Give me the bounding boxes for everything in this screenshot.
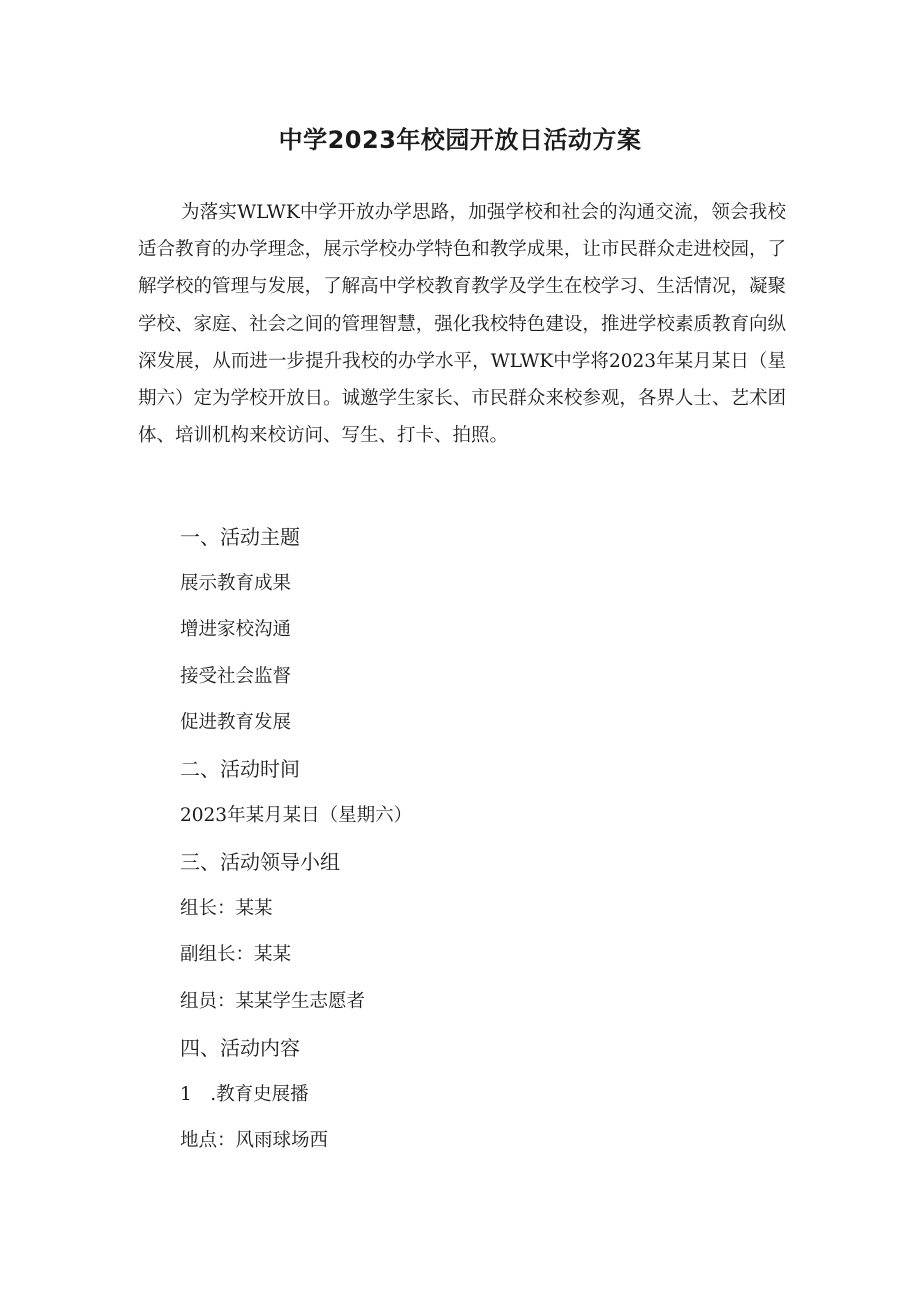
section-heading-time: 二、活动时间 (180, 757, 300, 781)
intro-paragraph: 为落实WLWK中学开放办学思路，加强学校和社会的沟通交流，领会我校适合教育的办学理念，展示学校办学特色和教学成果，让市民群众走进校园，了解学校的管理与发展，了解高中学校教育教学及学生在校学习、生活情况，凝聚学校、家庭、社会之间的管理智慧，强化我校特色建设，推进学校素质教育向纵深发展，从而进一步提升我校的办学水平，WLWK中学将2023年某月某日（星期六）定为学校开放日。诚邀学生家长、市民群众来校参观，各界人士、艺术团体、培训机构来校访问、写生、打卡、拍照。 (138, 202, 786, 447)
section-heading-content: 四、活动内容 (180, 1036, 300, 1060)
activity-time: 2023年某月某日（星期六） (180, 805, 413, 826)
section-heading-leadership: 三、活动领导小组 (180, 850, 340, 874)
document-title: 中学2023年校园开放日活动方案 (278, 126, 642, 154)
group-members: 组员：某某学生志愿者 (180, 991, 366, 1012)
section-heading-theme: 一、活动主题 (180, 525, 300, 549)
content-item-1-location: 地点：风雨球场西 (180, 1130, 329, 1151)
theme-item-2: 增进家校沟通 (180, 619, 292, 640)
theme-item-4: 促进教育发展 (180, 712, 292, 733)
vice-group-leader: 副组长：某某 (180, 944, 292, 965)
group-leader: 组长：某某 (180, 898, 273, 919)
theme-item-1: 展示教育成果 (180, 573, 292, 594)
content-item-1-title: 1 .教育史展播 (180, 1084, 309, 1105)
theme-item-3: 接受社会监督 (180, 666, 292, 687)
